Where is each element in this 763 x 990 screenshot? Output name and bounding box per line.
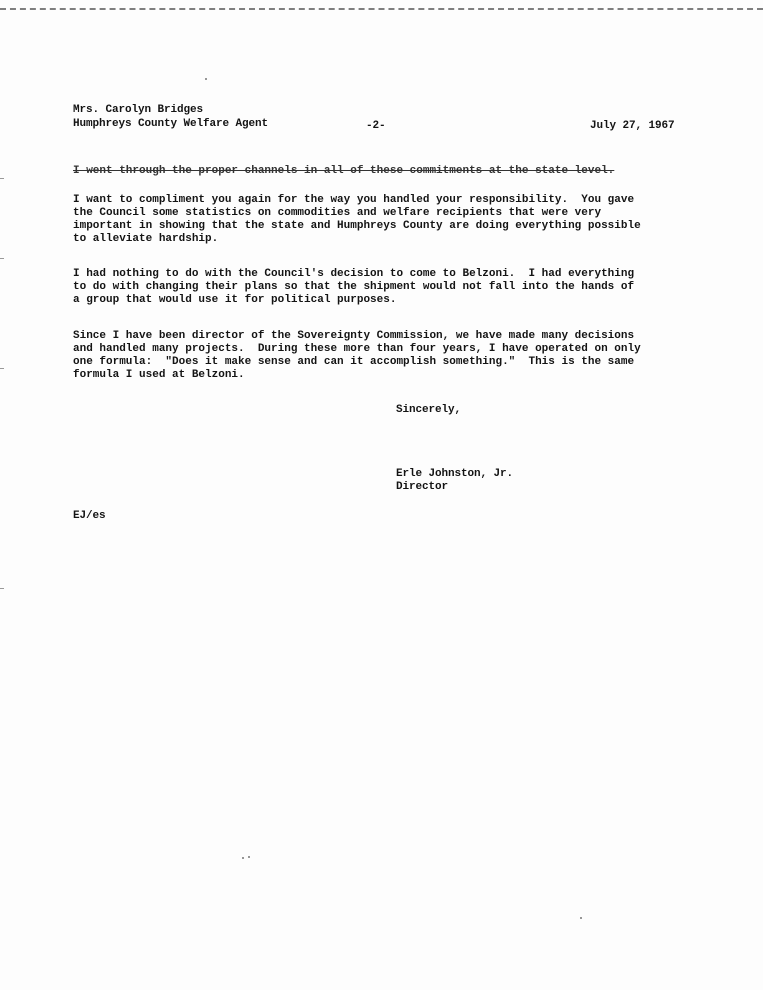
paragraph-3 xyxy=(73,268,733,307)
scan-speck xyxy=(248,856,250,858)
margin-mark xyxy=(0,178,4,179)
letter-date: July 27, 1967 xyxy=(590,120,675,132)
margin-mark xyxy=(0,258,4,259)
closing-salutation: Sincerely, xyxy=(396,404,462,416)
paragraph-line: I went through the proper channels in all of these commitments at the state level. xyxy=(73,165,615,177)
paragraph-2 xyxy=(73,194,733,246)
scan-speck xyxy=(580,917,582,919)
paragraph-line: Since I have been director of the Sovereignty Commission, we have made many decisions xyxy=(73,330,635,342)
top-edge-border xyxy=(0,0,763,10)
paragraph-line: and handled many projects. During these more than four years, I have operated on only xyxy=(73,343,641,355)
paragraph-line: to alleviate hardship. xyxy=(73,233,219,245)
recipient-title: Humphreys County Welfare Agent xyxy=(73,118,269,130)
paragraph-line: the Council some statistics on commodities and welfare recipients that were very xyxy=(73,207,602,219)
margin-mark xyxy=(0,368,4,369)
margin-mark xyxy=(0,588,4,589)
scan-speck xyxy=(205,78,207,80)
paragraph-1 xyxy=(73,165,733,178)
paragraph-line: to do with changing their plans so that the shipment would not fall into the hands of xyxy=(73,281,635,293)
paragraph-line: important in showing that the state and Humphreys County are doing everything possible xyxy=(73,220,641,232)
paragraph-line: I had nothing to do with the Council's decision to come to Belzoni. I had everything xyxy=(73,268,635,280)
signer-title: Director xyxy=(396,481,449,493)
paragraph-4 xyxy=(73,330,733,382)
page-number: -2- xyxy=(366,120,386,132)
signer-name: Erle Johnston, Jr. xyxy=(396,468,514,480)
reference-initials: EJ/es xyxy=(73,510,106,522)
paragraph-line: one formula: "Does it make sense and can it accomplish something." This is the same xyxy=(73,356,635,368)
recipient-name: Mrs. Carolyn Bridges xyxy=(73,104,204,116)
scan-speck xyxy=(242,857,244,859)
paragraph-line: formula I used at Belzoni. xyxy=(73,369,245,381)
paragraph-line: a group that would use it for political purposes. xyxy=(73,294,397,306)
paragraph-line: I want to compliment you again for the way you handled your responsibility. You gave xyxy=(73,194,635,206)
